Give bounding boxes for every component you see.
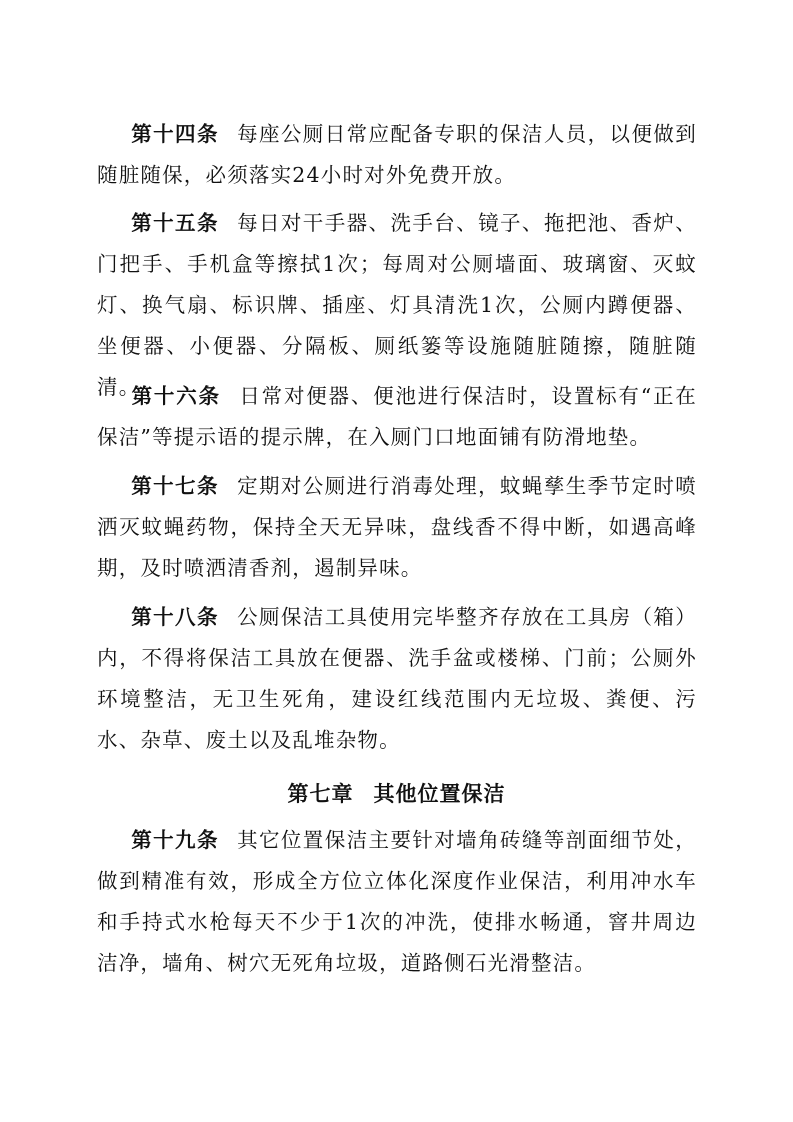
article-label: 第十五条	[131, 211, 219, 235]
article-text: 其它位置保洁主要针对墙角砖缝等剖面细节处，做到精准有效，形成全方位立体化深度作业保洁，利用冲水车和手持式水枪每天不少于1次的冲洗，使排水畅通，窨井周边洁净，墙角、树穴无死角垃圾，道路侧石光滑整洁。	[97, 828, 697, 975]
article-label: 第十四条	[131, 122, 219, 146]
article-label: 第十七条	[131, 474, 219, 498]
article-text: 定期对公厕进行消毒处理，蚊蝇孳生季节定时喷洒灭蚊蝇药物，保持全天无异味，盘线香不得中断，如遇高峰期，及时喷洒清香剂，遏制异味。	[97, 474, 697, 580]
article-19	[97, 820, 697, 984]
article-label: 第十九条	[131, 828, 219, 852]
chapter-number: 第七章	[287, 782, 354, 806]
chapter-heading	[0, 774, 793, 815]
chapter-title: 其他位置保洁	[373, 782, 506, 806]
article-label: 第十六条	[131, 384, 221, 408]
article-18	[97, 597, 697, 761]
article-14	[97, 114, 697, 196]
article-label: 第十八条	[131, 605, 219, 629]
article-text: 日常对便器、便池进行保洁时，设置标有“正在保洁”等提示语的提示牌，在入厕门口地面铺有防滑地垫。	[97, 384, 697, 449]
article-16	[97, 376, 697, 458]
article-text: 每座公厕日常应配备专职的保洁人员，以便做到随脏随保，必须落实24小时对外免费开放。	[97, 122, 697, 187]
article-text: 每日对干手器、洗手台、镜子、拖把池、香炉、门把手、手机盒等擦拭1次；每周对公厕墙面、玻璃窗、灭蚊灯、换气扇、标识牌、插座、灯具清洗1次，公厕内蹲便器、坐便器、小便器、分隔板、厕纸篓等设施随脏随擦，随脏随清。	[97, 211, 697, 399]
article-17	[97, 466, 697, 589]
article-text: 公厕保洁工具使用完毕整齐存放在工具房（箱）内，不得将保洁工具放在便器、洗手盆或楼梯、门前；公厕外环境整洁，无卫生死角，建设红线范围内无垃圾、粪便、污水、杂草、废土以及乱堆杂物。	[97, 605, 697, 752]
